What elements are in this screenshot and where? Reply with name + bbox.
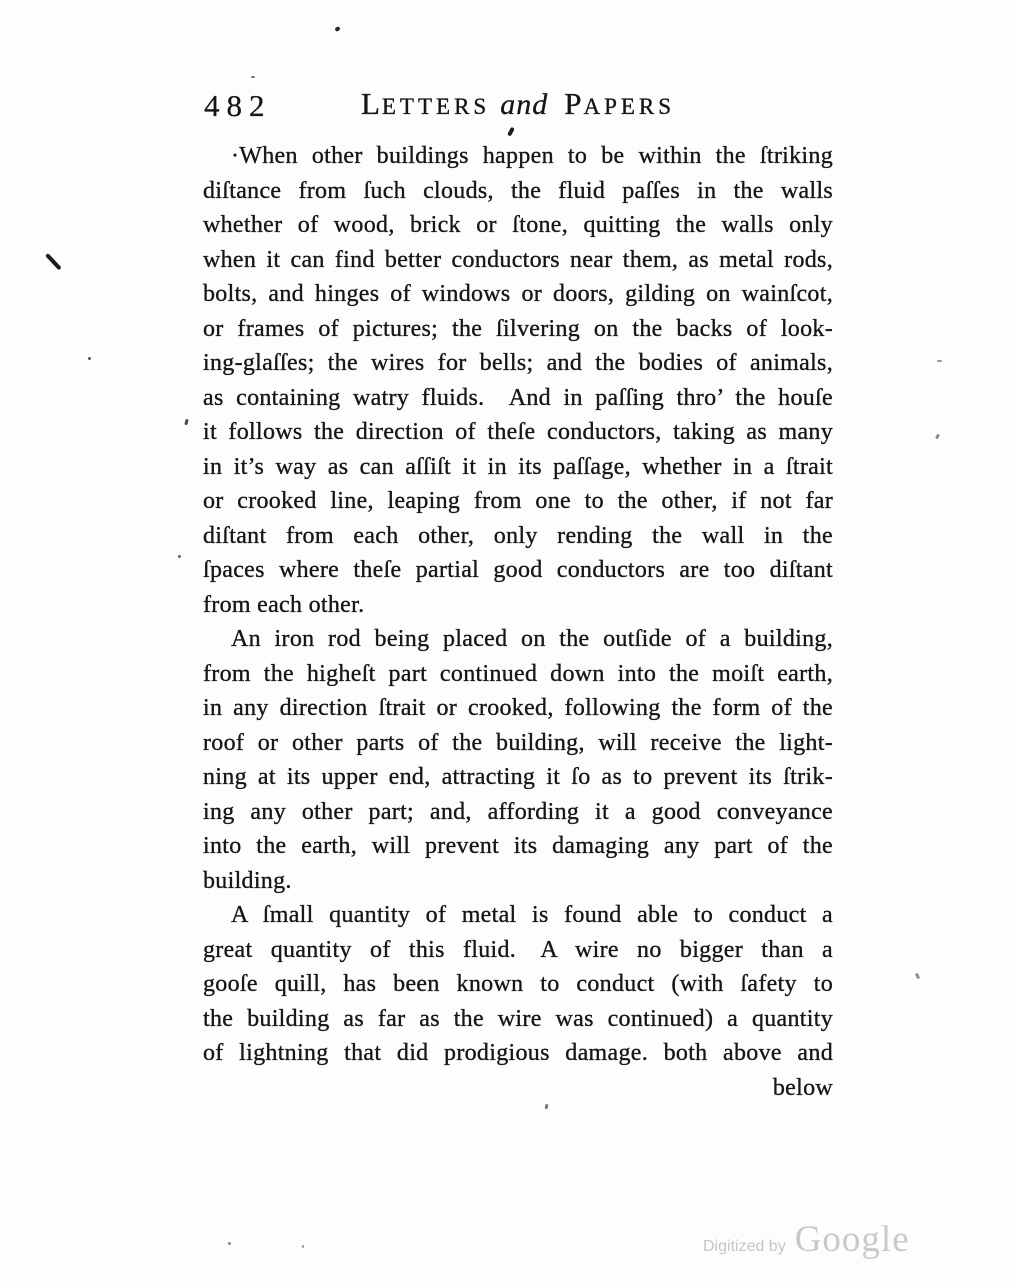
scan-mark-bottom-comma: [545, 1104, 548, 1109]
text-line: as containing watry fluids. And in paſſing thro’ the houſe: [203, 384, 833, 411]
scan-mark-top: [334, 26, 340, 32]
text-line: of lightning that did prodigious damage. both above and: [203, 1040, 833, 1066]
page-number: 482: [204, 88, 272, 123]
text-line: from each other.: [203, 591, 365, 618]
header-word-papers: PAPERS: [564, 86, 676, 121]
text-line: or crooked line, leaping from one to the other, if not far: [203, 488, 833, 514]
text-line: ·When other buildings happen to be within the ſtriking: [231, 143, 833, 169]
scan-mark-bottom-dot: [228, 1242, 231, 1245]
text-line: ing any other part; and, affording it a good conveyance: [203, 798, 833, 825]
text-line: from the higheſt part continued down into the moiſt earth,: [203, 660, 833, 687]
header-word-letters: LETTERS: [360, 86, 491, 121]
text-line: the building as far as the wire was continued) a quantity: [203, 1005, 833, 1032]
text-line: great quantity of this fluid. A wire no bigger than a: [203, 936, 833, 963]
running-header: [203, 86, 833, 122]
text-line: or frames of pictures; the ſilvering on the backs of look-: [203, 315, 833, 342]
scan-mark-right-dash: [937, 360, 942, 362]
header-word-and: and: [500, 88, 549, 121]
scan-mark-left-comma: [184, 419, 188, 425]
scan-mark-right-tick: [935, 434, 940, 440]
body-text: [203, 139, 833, 1105]
text-line: An iron rod being placed on the outſide of a building,: [231, 626, 833, 652]
scan-mark-right-tick-2: [915, 973, 920, 980]
text-line: ning at its upper end, attracting it ſo as to prevent its ſtrik-: [203, 764, 833, 790]
scan-mark-left-dot-2: [88, 357, 91, 360]
text-line: when it can find better conductors near them, as metal rods,: [203, 246, 833, 273]
google-watermark: [703, 1218, 910, 1261]
text-line: in it’s way as can aſſiſt it in its paſſage, whether in a ſtrait: [203, 453, 833, 480]
text-line: building.: [203, 867, 292, 894]
text-line: roof or other parts of the building, will receive the light-: [203, 729, 833, 756]
text-line: bolts, and hinges of windows or doors, gilding on wainſcot,: [203, 281, 833, 307]
text-line: diſtance from ſuch clouds, the fluid paſſes in the walls: [203, 177, 833, 204]
scan-mark-backslash: [45, 253, 61, 270]
scan-mark-dash: [251, 76, 255, 78]
scan-mark-left-dot: [178, 555, 181, 558]
scan-mark-bottom-dot-2: [302, 1245, 304, 1248]
text-line: A ſmall quantity of metal is found able to conduct a: [231, 902, 833, 928]
text-line: ing-glaſſes; the wires for bells; and the bodies of animals,: [203, 350, 833, 376]
catchword: below: [772, 1074, 833, 1101]
text-line: ſpaces where theſe partial good conductors are too diſtant: [203, 557, 833, 583]
text-line: gooſe quill, has been known to conduct (with ſafety to: [203, 971, 833, 997]
text-line: in any direction ſtrait or crooked, following the form of the: [203, 695, 833, 721]
scan-mark-accent: [507, 127, 514, 137]
text-line: into the earth, will prevent its damaging any part of the: [203, 833, 833, 859]
text-line: diſtant from each other, only rending the wall in the: [203, 522, 833, 549]
text-line: it follows the direction of theſe conductors, taking as many: [203, 419, 833, 445]
watermark-prefix-text: Digitized by: [703, 1238, 786, 1255]
google-logo: Google: [794, 1219, 910, 1260]
text-line: whether of wood, brick or ſtone, quitting the walls only: [203, 212, 833, 238]
